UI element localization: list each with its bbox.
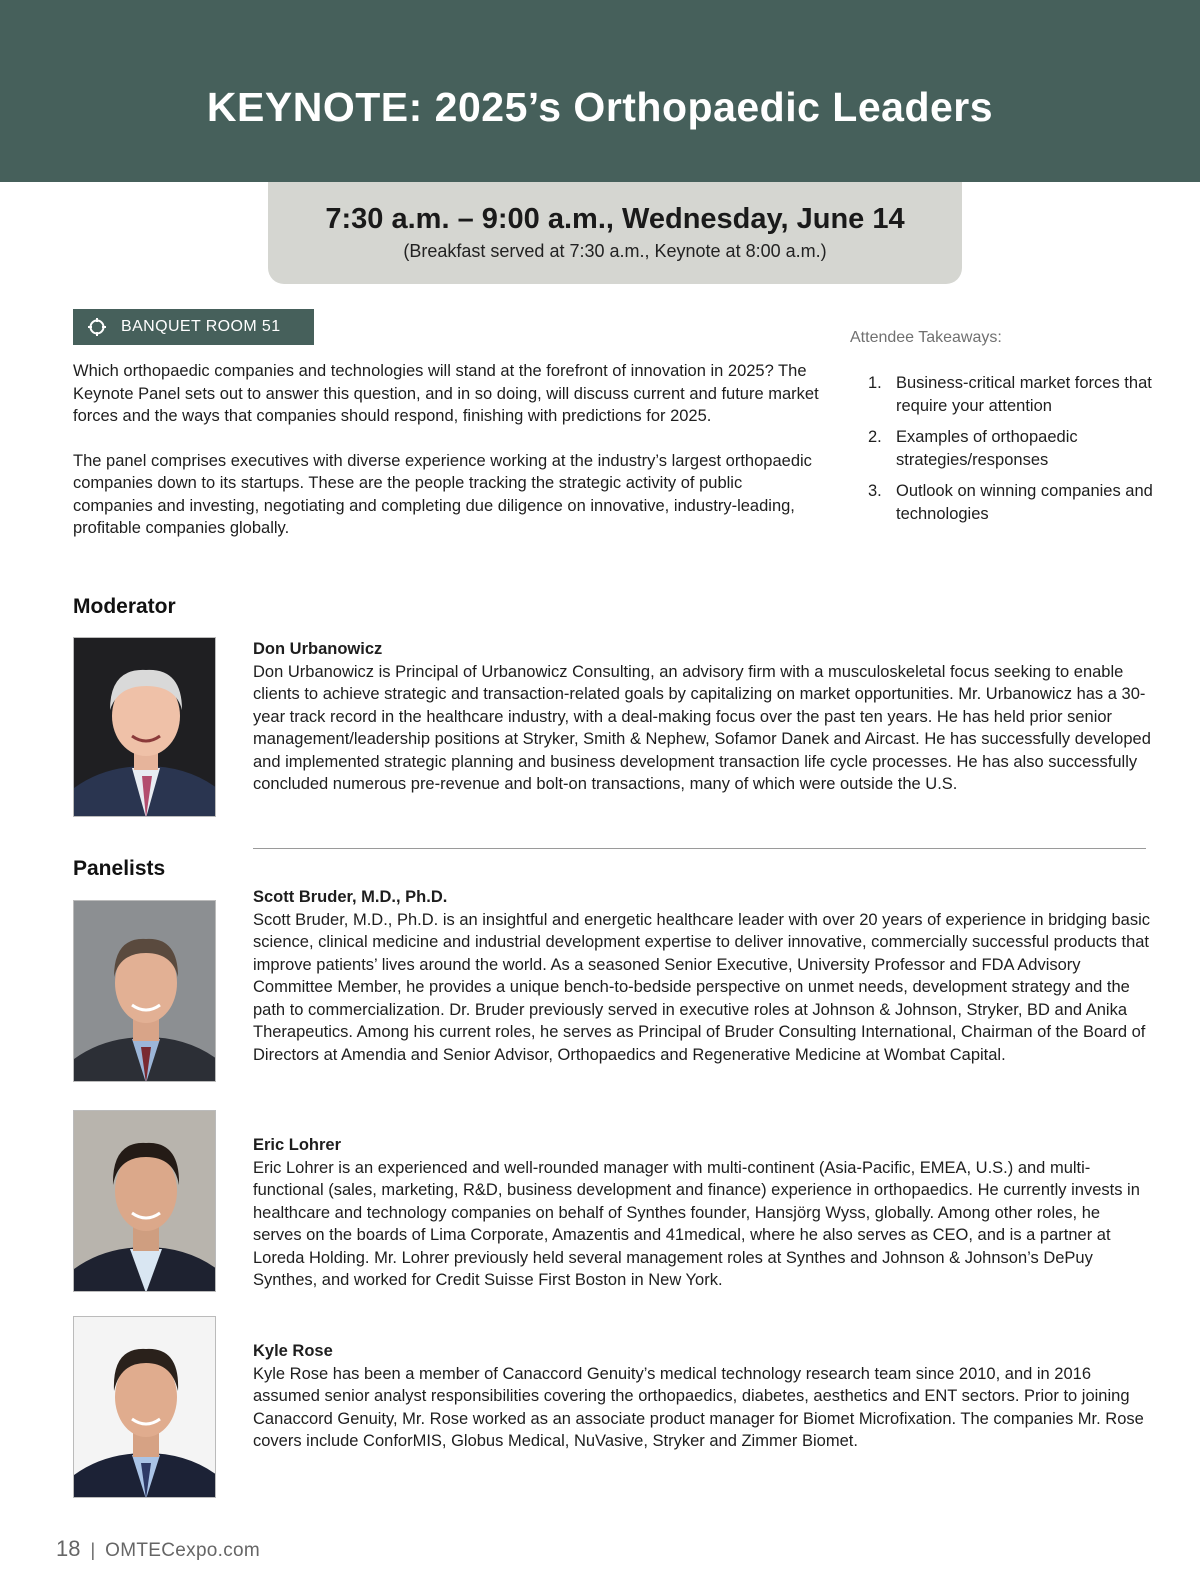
moderator-photo <box>73 637 216 817</box>
footer-site: OMTECexpo.com <box>105 1540 261 1561</box>
panelists-heading: Panelists <box>73 857 166 880</box>
intro-text <box>73 360 823 540</box>
panelist-name: Scott Bruder, M.D., Ph.D. <box>253 888 448 906</box>
panelist-bio-text: Eric Lohrer is an experienced and well-rounded manager with multi-continent (Asia-Pacific, EMEA, U.S.) and multi-functional (sales, marketing, R&D, business development and finance) experience in orthopaedics. He currently invests in healthcare and technology companies on behalf of Synthes founder, Hansjörg Wyss, globally. Among other roles, he serves on the boards of Lima Corporate, Amazentis and 41medical, where he also serves as CEO, and is a partner at Loreda Holding. Mr. Lohrer previously held several management roles at Synthes and Johnson & Johnson’s DePuy Synthes, and worked for Credit Suisse First Boston in New York. <box>253 1158 1140 1289</box>
panelist-photo-rose <box>73 1316 216 1498</box>
moderator-heading: Moderator <box>73 595 176 618</box>
footer-separator: | <box>90 1540 96 1560</box>
location-badge <box>73 309 314 345</box>
intro-paragraph: Which orthopaedic companies and technologies will stand at the forefront of innovation in 2025? The Keynote Panel sets out to answer this question, and in so doing, will discuss current and future market forces and the ways that companies should respond, finishing with predictions for 2025. <box>73 362 819 425</box>
takeaway-item: 3. Outlook on winning companies and technologies <box>868 482 1153 523</box>
intro-paragraph: The panel comprises executives with diverse experience working at the industry’s largest orthopaedic companies down to its startups. These are the people tracking the strategic activity of public companies and investing, negotiating and completing due diligence on innovative, industry-leading, profitable companies globally. <box>73 451 812 537</box>
panelist-bio-bruder <box>253 886 1153 1066</box>
panelist-photo-lohrer <box>73 1110 216 1292</box>
takeaway-item: 1. Business-critical market forces that require your attention <box>868 374 1152 415</box>
location-target-icon <box>87 317 107 337</box>
page-number: 18 <box>56 1536 81 1561</box>
panelist-name: Kyle Rose <box>253 1342 333 1360</box>
moderator-name: Don Urbanowicz <box>253 640 383 658</box>
panelist-bio-lohrer <box>253 1134 1153 1292</box>
page-footer <box>56 1536 260 1562</box>
panelist-bio-rose <box>253 1340 1153 1453</box>
takeaway-item: 2. Examples of orthopaedic strategies/responses <box>868 428 1078 469</box>
panelist-bio-text: Kyle Rose has been a member of Canaccord Genuity’s medical technology research team since 2010, and in 2016 assumed senior analyst responsibilities covering the orthopaedics, diabetes, aesthetics and ENT sectors. Prior to joining Canaccord Genuity, Mr. Rose worked as an associate product manager for Biomet Microfixation. The companies Mr. Rose covers include ConforMIS, Globus Medical, NuVasive, Stryker and Zimmer Biomet. <box>253 1364 1144 1450</box>
panelist-photo-bruder <box>73 900 216 1082</box>
page-title: KEYNOTE: 2025’s Orthopaedic Leaders <box>206 84 994 130</box>
schedule-box <box>268 182 962 284</box>
takeaways-label: Attendee Takeaways: <box>850 329 1002 346</box>
location-label: BANQUET ROOM 51 <box>121 318 281 335</box>
section-divider <box>253 848 1146 849</box>
panelist-bio-text: Scott Bruder, M.D., Ph.D. is an insightful and energetic healthcare leader with over 20 years of experience in bridging basic science, clinical medicine and industrial development expertise to deliver innovative, commercially successful products that improve patients’ lives around the world. As a seasoned Senior Executive, University Professor and FDA Advisory Committee Member, he provides a unique bench-to-bedside perspective on unmet needs, development strategy and the path to commercialization. Dr. Bruder previously served in executive roles at Johnson & Johnson, Stryker, BD and Anika Therapeutics. Among his current roles, he serves as Principal of Bruder Consulting International, Chairman of the Board of Directors at Amendia and Senior Advisor, Orthopaedics and Regenerative Medicine at Wombat Capital. <box>253 910 1150 1064</box>
moderator-bio <box>253 638 1153 796</box>
schedule-time: 7:30 a.m. – 9:00 a.m., Wednesday, June 14 <box>325 203 905 235</box>
moderator-bio-text: Don Urbanowicz is Principal of Urbanowicz Consulting, an advisory firm with a musculoskeletal focus seeking to enable clients to achieve strategic and transaction-related goals by capitalizing on market opportunities. Mr. Urbanowicz has a 30-year track record in the healthcare industry, with a deal-making focus over the past ten years. He has held prior senior management/leadership positions at Stryker, Smith & Nephew, Sofamor Danek and Aircast. He has successfully developed and implemented strategic planning and business development transaction life cycle processes. He has also successfully concluded numerous pre-revenue and bolt-on transactions, many of which were outside the U.S. <box>253 662 1151 793</box>
takeaways-list <box>868 372 1168 534</box>
schedule-note: (Breakfast served at 7:30 a.m., Keynote at 8:00 a.m.) <box>403 241 827 261</box>
panelist-name: Eric Lohrer <box>253 1136 342 1154</box>
